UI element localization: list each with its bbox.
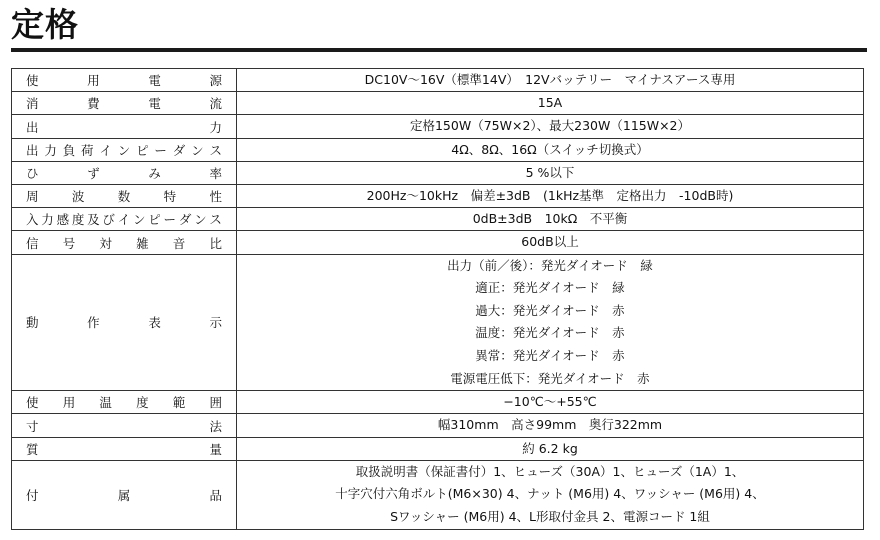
spec-label <box>12 391 237 414</box>
spec-label-text: 付 属 品 <box>26 487 222 503</box>
spec-label <box>12 460 237 529</box>
spec-label-text: 消 費 電 流 <box>26 96 222 112</box>
spec-row <box>12 138 864 161</box>
spec-value <box>237 437 864 460</box>
spec-value-line: Sワッシャー (M6用) 4、L形取付金具 2、電源コード 1組 <box>390 509 710 525</box>
spec-value <box>237 115 864 138</box>
spec-label <box>12 208 237 231</box>
spec-value-line: 0dB±3dB 10kΩ 不平衡 <box>472 211 628 227</box>
spec-value-line: 約 6.2 kg <box>522 440 578 456</box>
spec-label-text: 入 力 感 度 及 び イ ン ピ ー ダ ン ス <box>26 212 222 228</box>
spec-value <box>237 460 864 529</box>
spec-value <box>237 254 864 391</box>
spec-row <box>12 92 864 115</box>
spec-row <box>12 231 864 254</box>
spec-row <box>12 254 864 391</box>
spec-value-line: 過大：発光ダイオード 赤 <box>475 302 625 318</box>
spec-label-text: 動 作 表 示 <box>26 315 222 331</box>
spec-label-text: 出 力 負 荷 イ ン ピ ー ダ ン ス <box>26 142 222 158</box>
spec-label <box>12 92 237 115</box>
spec-value-line: 200Hz〜10kHz 偏差±3dB (1kHz基準 定格出力 -10dB時) <box>366 188 734 204</box>
spec-value-line: 十字穴付六角ボルト(M6×30) 4、ナット (M6用) 4、ワッシャー (M6用) 4、 <box>335 486 765 502</box>
spec-label-text: 信 号 対 雑 音 比 <box>26 235 222 251</box>
spec-label <box>12 185 237 208</box>
spec-row <box>12 414 864 437</box>
spec-label <box>12 231 237 254</box>
title-divider <box>11 48 867 52</box>
spec-value-line: 適正：発光ダイオード 緑 <box>475 280 625 296</box>
spec-value <box>237 69 864 92</box>
spec-value <box>237 138 864 161</box>
spec-value-line: 温度：発光ダイオード 赤 <box>475 325 625 341</box>
spec-value <box>237 208 864 231</box>
spec-row <box>12 161 864 184</box>
spec-row <box>12 185 864 208</box>
spec-table-body <box>12 69 864 530</box>
spec-value-line: 取扱説明書（保証書付）1、ヒューズ（30A）1、ヒューズ（1A）1、 <box>355 463 745 479</box>
spec-value <box>237 391 864 414</box>
spec-label <box>12 254 237 391</box>
spec-value <box>237 92 864 115</box>
spec-row <box>12 115 864 138</box>
spec-value-line: 15A <box>537 95 563 111</box>
spec-value-line: 出力（前／後）：発光ダイオード 緑 <box>447 257 653 273</box>
spec-value-line: 4Ω、8Ω、16Ω（スイッチ切換式） <box>451 141 649 157</box>
spec-row <box>12 437 864 460</box>
spec-label-text: 寸 法 <box>26 418 222 434</box>
spec-label-text: 出 力 <box>26 119 222 135</box>
spec-label <box>12 414 237 437</box>
spec-row <box>12 208 864 231</box>
spec-value-line: 5 %以下 <box>525 164 575 180</box>
spec-value-line: DC10V〜16V（標準14V） 12Vバッテリー マイナスアース専用 <box>364 72 736 87</box>
spec-label <box>12 115 237 138</box>
spec-value-line: 60dB以上 <box>521 234 579 250</box>
spec-label-text: 使 用 温 度 範 囲 <box>26 395 222 411</box>
page-title: 定格 <box>11 5 79 44</box>
spec-label <box>12 437 237 460</box>
spec-label-text: ひ ず み 率 <box>26 165 222 181</box>
spec-label <box>12 138 237 161</box>
spec-row <box>12 391 864 414</box>
spec-row <box>12 460 864 529</box>
spec-value <box>237 161 864 184</box>
spec-label-text: 周 波 数 特 性 <box>26 189 222 205</box>
spec-value-line: 幅310mm 高さ99mm 奥行322mm <box>437 417 663 433</box>
spec-value-line: 定格150W（75W×2）、最大230W（115W×2） <box>409 118 691 134</box>
spec-value <box>237 185 864 208</box>
spec-row <box>12 69 864 92</box>
spec-label-text: 質 量 <box>26 441 222 457</box>
spec-table <box>11 68 864 530</box>
spec-label <box>12 161 237 184</box>
spec-label-text: 使 用 電 源 <box>26 73 222 89</box>
spec-value <box>237 231 864 254</box>
spec-value-line: 電源電圧低下：発光ダイオード 赤 <box>450 370 650 386</box>
spec-label <box>12 69 237 92</box>
spec-value-line: 異常：発光ダイオード 赤 <box>475 348 625 364</box>
spec-value-line: −10℃〜+55℃ <box>503 394 597 410</box>
spec-value <box>237 414 864 437</box>
